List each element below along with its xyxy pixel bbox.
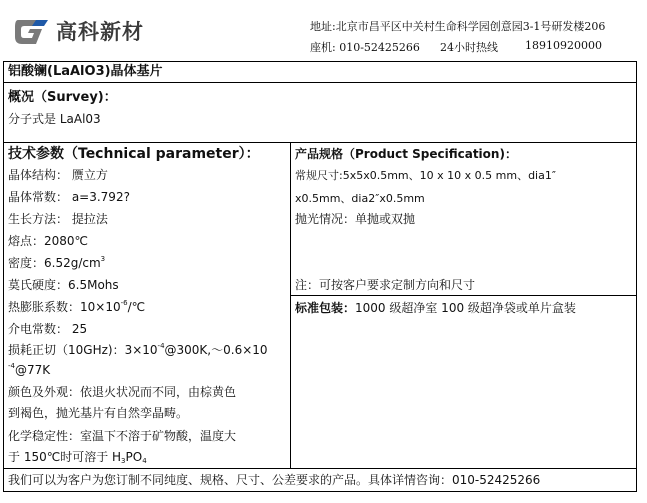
spec-note: 注：可按客户要求定制方向和尺寸 (295, 278, 476, 292)
table-divider-title (3, 82, 637, 83)
packaging-label: 标准包装： (295, 301, 356, 315)
spec-sizes-line1: 常规尺寸:5x5x0.5mm、10 x 10 x 0.5 mm、dia1″ (295, 169, 556, 182)
hotline-label: 24小时热线 (440, 41, 498, 54)
footer-contact: 我们可以为客户为您订制不同纯度、规格、尺寸、公差要求的产品。具体详情咨询：010-52425266 (8, 473, 541, 487)
table-column-divider (290, 142, 291, 469)
density-value: 密度：6.52g/cm (8, 256, 101, 270)
loss-tangent-part3: @77K (14, 363, 51, 377)
chemical-stability-line2 (8, 449, 147, 467)
table-divider-survey (3, 142, 637, 143)
spec-sizes-line2: x0.5mm、dia2″x0.5mm (295, 192, 425, 205)
company-logo-icon (14, 18, 50, 46)
survey-heading: 概况（Survey)： (8, 90, 117, 105)
appearance-line1: 颜色及外观：依退火状况而不同，由棕黄色 (8, 385, 237, 399)
loss-tangent-exp2: -4 (8, 362, 15, 370)
technical-heading: 技术参数（Technical parameter）： (8, 146, 260, 162)
company-address: 地址:北京市昌平区中关村生命科学园创意园3-1号研发楼206 (310, 20, 606, 33)
chemical-po: PO (125, 450, 143, 464)
table-border-top (3, 61, 637, 62)
thermal-expansion-value: 热膨胀系数：10×10 (8, 300, 121, 314)
thermal-expansion (8, 299, 145, 315)
thermal-expansion-unit: /℃ (127, 300, 146, 314)
loss-tangent-exp1: -4 (157, 342, 165, 350)
table-border-left (3, 61, 4, 492)
lattice-constant: 晶体常数： a=3.792? (8, 190, 130, 204)
chemical-sub-4: 4 (142, 457, 147, 465)
thermal-expansion-exponent: -6 (120, 299, 128, 307)
melting-point: 熔点：2080℃ (8, 234, 89, 248)
spec-polish: 抛光情况：单抛或双抛 (295, 212, 416, 226)
appearance-line2: 到褐色，抛光基片有自然孪晶畴。 (8, 406, 189, 420)
molecular-formula: 分子式是 LaAl03 (8, 112, 101, 126)
crystal-structure: 晶体结构： 赝立方 (8, 168, 108, 182)
chemical-stability-line1: 化学稳定性：室温下不溶于矿物酸，温度大 (8, 429, 237, 443)
mohs-hardness: 莫氏硬度：6.5Mohs (8, 278, 119, 292)
loss-tangent-part1: 损耗正切（10GHz)：3×10 (8, 343, 158, 357)
spec-heading: 产品规格（Product Specification)： (295, 147, 517, 161)
chemical-sub-3: 3 (121, 457, 126, 465)
growth-method: 生长方法： 提拉法 (8, 212, 108, 226)
product-title: 铝酸镧(LaAlO3)晶体基片 (8, 64, 163, 79)
packaging (295, 300, 576, 316)
density-exponent: 3 (100, 255, 106, 263)
loss-tangent-cont (8, 362, 50, 378)
hotline-number: 18910920000 (525, 39, 602, 52)
table-border-right (636, 61, 637, 492)
table-divider-packaging (290, 295, 637, 296)
table-divider-footer (3, 468, 637, 469)
loss-tangent-part2: @300K,～0.6×10 (164, 343, 268, 357)
density (8, 255, 105, 271)
table-border-bottom (3, 491, 637, 492)
brand-name: 高科新材 (56, 20, 144, 44)
company-phone: 座机: 010-52425266 (310, 41, 420, 54)
packaging-text: 1000 级超净室 100 级超净袋或单片盒装 (355, 301, 576, 315)
chemical-stability-text: 于 150℃时可溶于 H (8, 450, 122, 464)
loss-tangent (8, 342, 268, 358)
dielectric-constant: 介电常数： 25 (8, 322, 88, 336)
